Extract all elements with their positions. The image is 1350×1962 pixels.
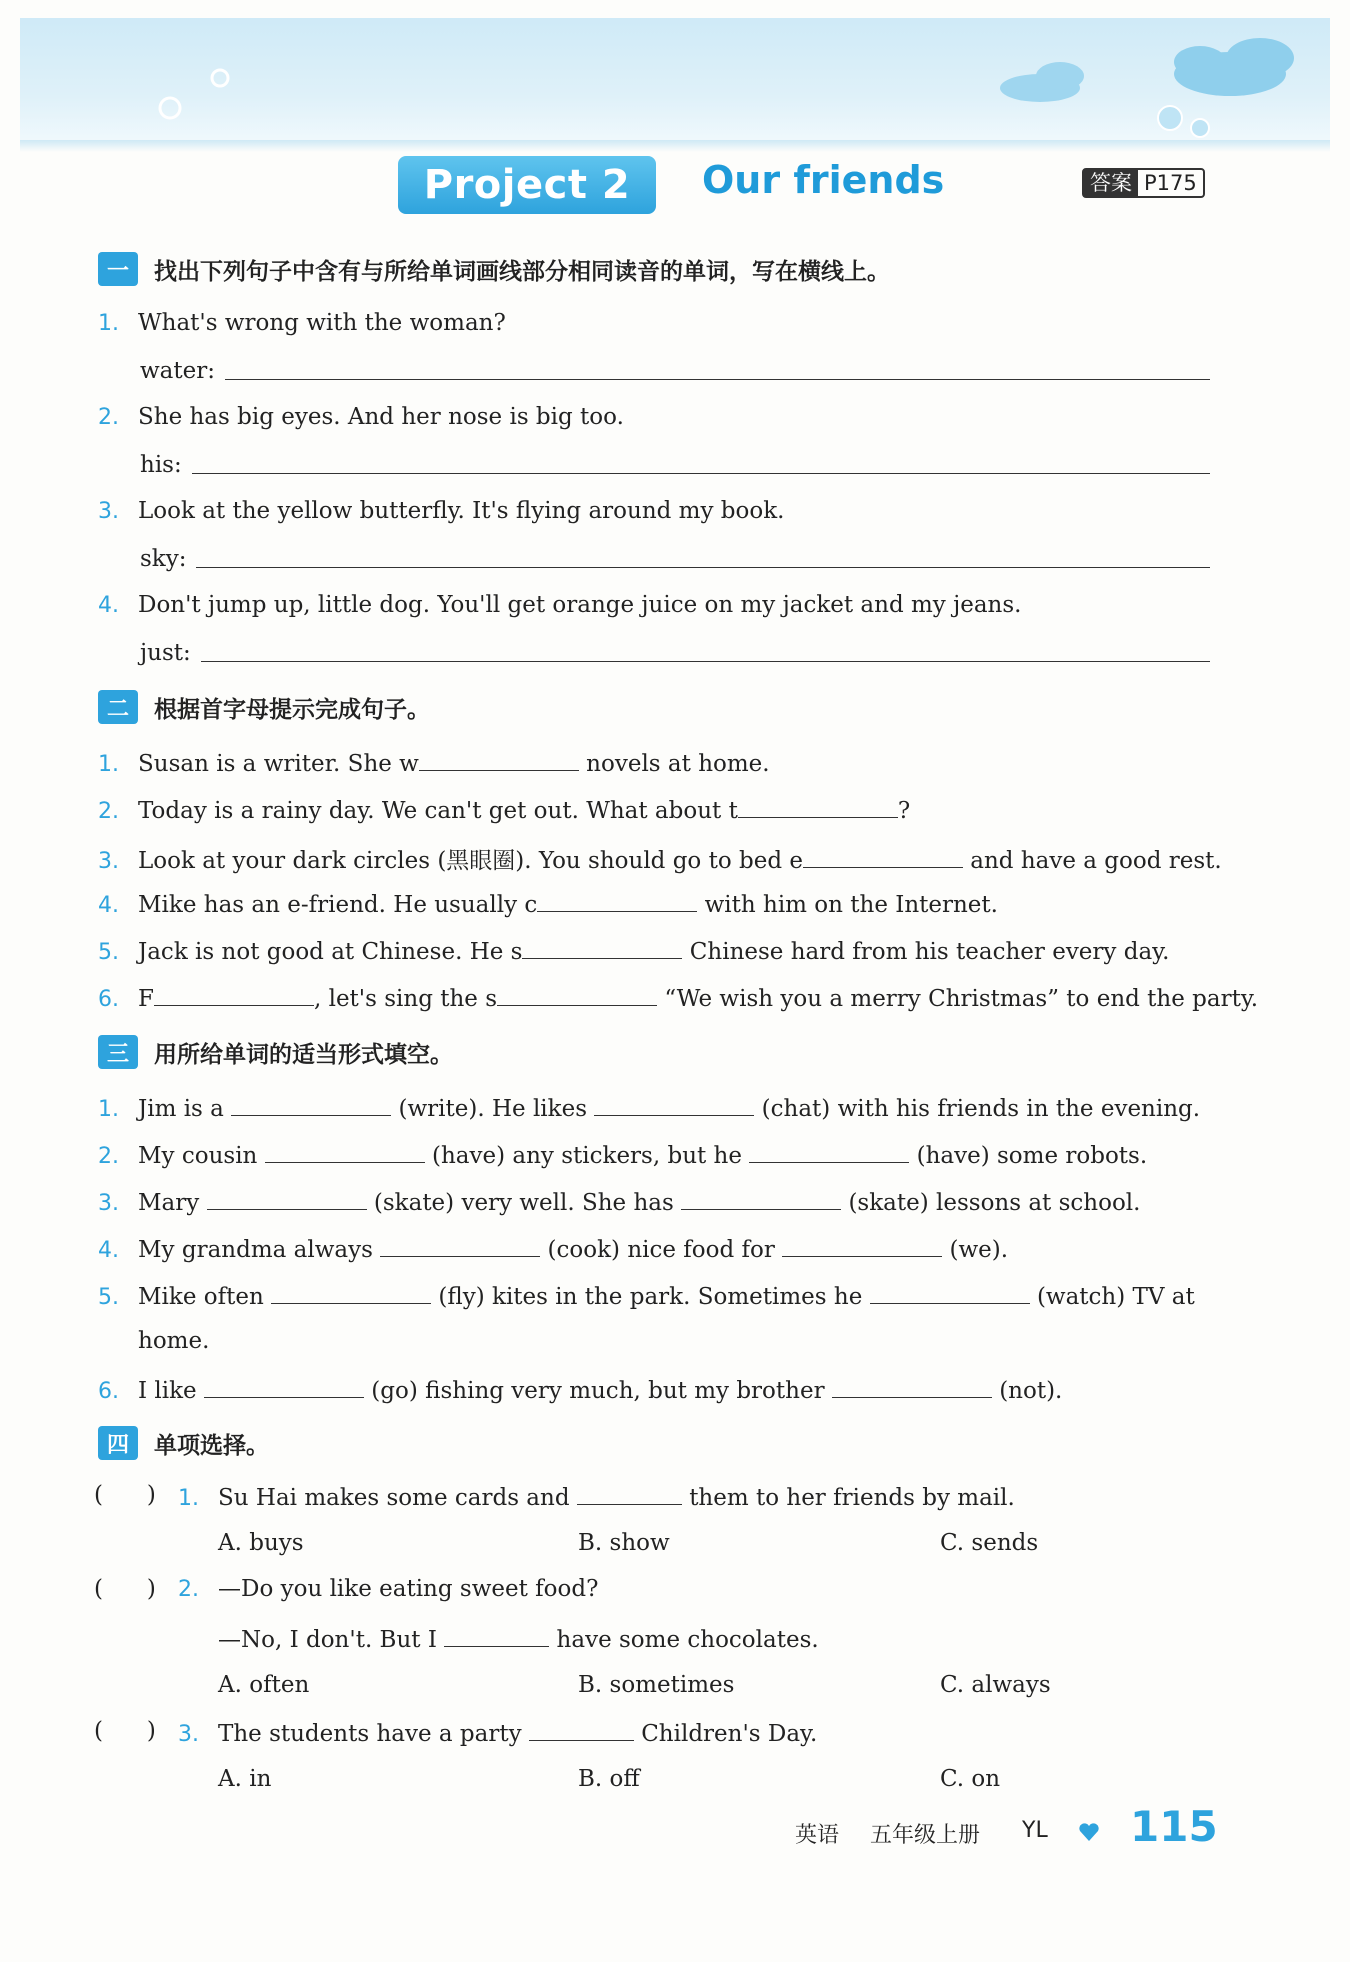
section-instruction: 单项选择。 [154, 1432, 269, 1459]
option-c[interactable]: C. sends [940, 1530, 1039, 1556]
answer-bracket[interactable]: ( ) [94, 1576, 156, 1602]
answer-bracket[interactable]: ( ) [94, 1718, 156, 1744]
s2-question-2: 2. Today is a rainy day. We can't get out. What about t ? [98, 795, 910, 824]
s2-question-4: 4. Mike has an e-friend. He usually c with him on the Internet. [98, 889, 998, 918]
answer-tag-label: 答案 [1084, 170, 1138, 196]
fill-blank[interactable] [207, 1187, 367, 1210]
fill-blank [577, 1482, 682, 1505]
fill-blank[interactable] [265, 1140, 425, 1163]
option-b[interactable]: B. sometimes [578, 1672, 735, 1698]
fill-blank[interactable] [522, 936, 682, 959]
s3-question-3: 3. Mary (skate) very well. She has (skate) lessons at school. [98, 1187, 1140, 1216]
s3-question-5: 5. Mike often (fly) kites in the park. Sometimes he (watch) TV at [98, 1281, 1195, 1310]
fill-blank[interactable] [380, 1234, 540, 1257]
fill-blank[interactable] [594, 1093, 754, 1116]
s3-question-6: 6. I like (go) fishing very much, but my brother (not). [98, 1375, 1062, 1404]
s3-question-1: 1. Jim is a (write). He likes (chat) with his friends in the evening. [98, 1093, 1200, 1122]
fill-blank[interactable] [803, 845, 963, 868]
s3-question-4: 4. My grandma always (cook) nice food for (we). [98, 1234, 1008, 1263]
s1-answer-row-4: just: [140, 640, 1210, 666]
s1-answer-row-2: his: [140, 452, 1210, 478]
s4-question-1: 1. Su Hai makes some cards and them to her friends by mail. [178, 1482, 1015, 1511]
option-c[interactable]: C. on [940, 1766, 1001, 1792]
cloud-decoration-icon [20, 18, 1330, 150]
s1-answer-row-1: water: [140, 358, 1210, 384]
fill-blank [529, 1718, 634, 1741]
answer-line[interactable] [225, 378, 1210, 380]
s4-question-3: 3. The students have a party Children's Day. [178, 1718, 817, 1747]
answer-line[interactable] [201, 660, 1210, 662]
fill-blank[interactable] [870, 1281, 1030, 1304]
fill-blank[interactable] [154, 983, 314, 1006]
page-number: 115 [1130, 1802, 1218, 1851]
option-c[interactable]: C. always [940, 1672, 1051, 1698]
heart-icon [1078, 1822, 1100, 1848]
s1-answer-row-3: sky: [140, 546, 1210, 572]
s2-question-1: 1. Susan is a writer. She w novels at home. [98, 748, 770, 777]
fill-blank[interactable] [738, 795, 898, 818]
answer-page: P175 [1144, 171, 1197, 195]
section-2-heading [98, 690, 430, 724]
option-b[interactable]: B. off [578, 1766, 640, 1792]
footer-subject: 英语 [795, 1823, 840, 1848]
section-1-heading [98, 252, 890, 286]
section-4-heading [98, 1426, 269, 1460]
section-number: 一 [98, 252, 138, 286]
s2-question-6: 6. F , let's sing the s “We wish you a merry Christmas” to end the party. [98, 983, 1258, 1012]
fill-blank[interactable] [832, 1375, 992, 1398]
answer-line[interactable] [196, 566, 1210, 568]
fill-blank[interactable] [749, 1140, 909, 1163]
s2-question-3: 3. Look at your dark circles (黑眼圈). You should go to bed e and have a good rest. [98, 842, 1222, 875]
answer-bracket[interactable]: ( ) [94, 1482, 156, 1508]
footer-edition: YL [1022, 1818, 1048, 1843]
header-banner [20, 18, 1330, 150]
fill-blank[interactable] [231, 1093, 391, 1116]
answer-line[interactable] [192, 472, 1210, 474]
fill-blank[interactable] [497, 983, 657, 1006]
s4-question-2: 2. —Do you like eating sweet food? [178, 1576, 599, 1602]
fill-blank [444, 1624, 549, 1647]
page-title: Our friends [702, 158, 945, 202]
section-3-heading [98, 1035, 453, 1069]
fill-blank[interactable] [419, 748, 579, 771]
s1-question-2: 2. She has big eyes. And her nose is big too. [98, 404, 624, 430]
section-number: 三 [98, 1035, 138, 1069]
s1-question-4: 4. Don't jump up, little dog. You'll get orange juice on my jacket and my jeans. [98, 592, 1022, 618]
fill-blank[interactable] [681, 1187, 841, 1210]
section-number: 四 [98, 1426, 138, 1460]
section-number: 二 [98, 690, 138, 724]
option-b[interactable]: B. show [578, 1530, 670, 1556]
s3-question-2: 2. My cousin (have) any stickers, but he (have) some robots. [98, 1140, 1147, 1169]
s1-question-1: 1. What's wrong with the woman? [98, 310, 506, 336]
fill-blank[interactable] [204, 1375, 364, 1398]
option-a[interactable]: A. in [218, 1766, 272, 1792]
fill-blank[interactable] [782, 1234, 942, 1257]
fill-blank[interactable] [271, 1281, 431, 1304]
fill-blank[interactable] [537, 889, 697, 912]
s1-question-3: 3. Look at the yellow butterfly. It's flying around my book. [98, 498, 785, 524]
project-label: Project 2 [398, 156, 656, 214]
section-instruction: 找出下列句子中含有与所给单词画线部分相同读音的单词，写在横线上。 [154, 258, 890, 285]
footer-grade: 五年级上册 [870, 1823, 981, 1848]
banner-edge [20, 140, 1330, 152]
section-instruction: 根据首字母提示完成句子。 [154, 696, 430, 723]
option-a[interactable]: A. buys [218, 1530, 304, 1556]
s2-question-5: 5. Jack is not good at Chinese. He s Chinese hard from his teacher every day. [98, 936, 1169, 965]
section-instruction: 用所给单词的适当形式填空。 [154, 1041, 453, 1068]
option-a[interactable]: A. often [218, 1672, 310, 1698]
answer-reference [1082, 168, 1205, 198]
s3-question-5-cont: home. [138, 1328, 210, 1354]
s4-question-2-line2: —No, I don't. But I have some chocolates. [218, 1624, 819, 1653]
